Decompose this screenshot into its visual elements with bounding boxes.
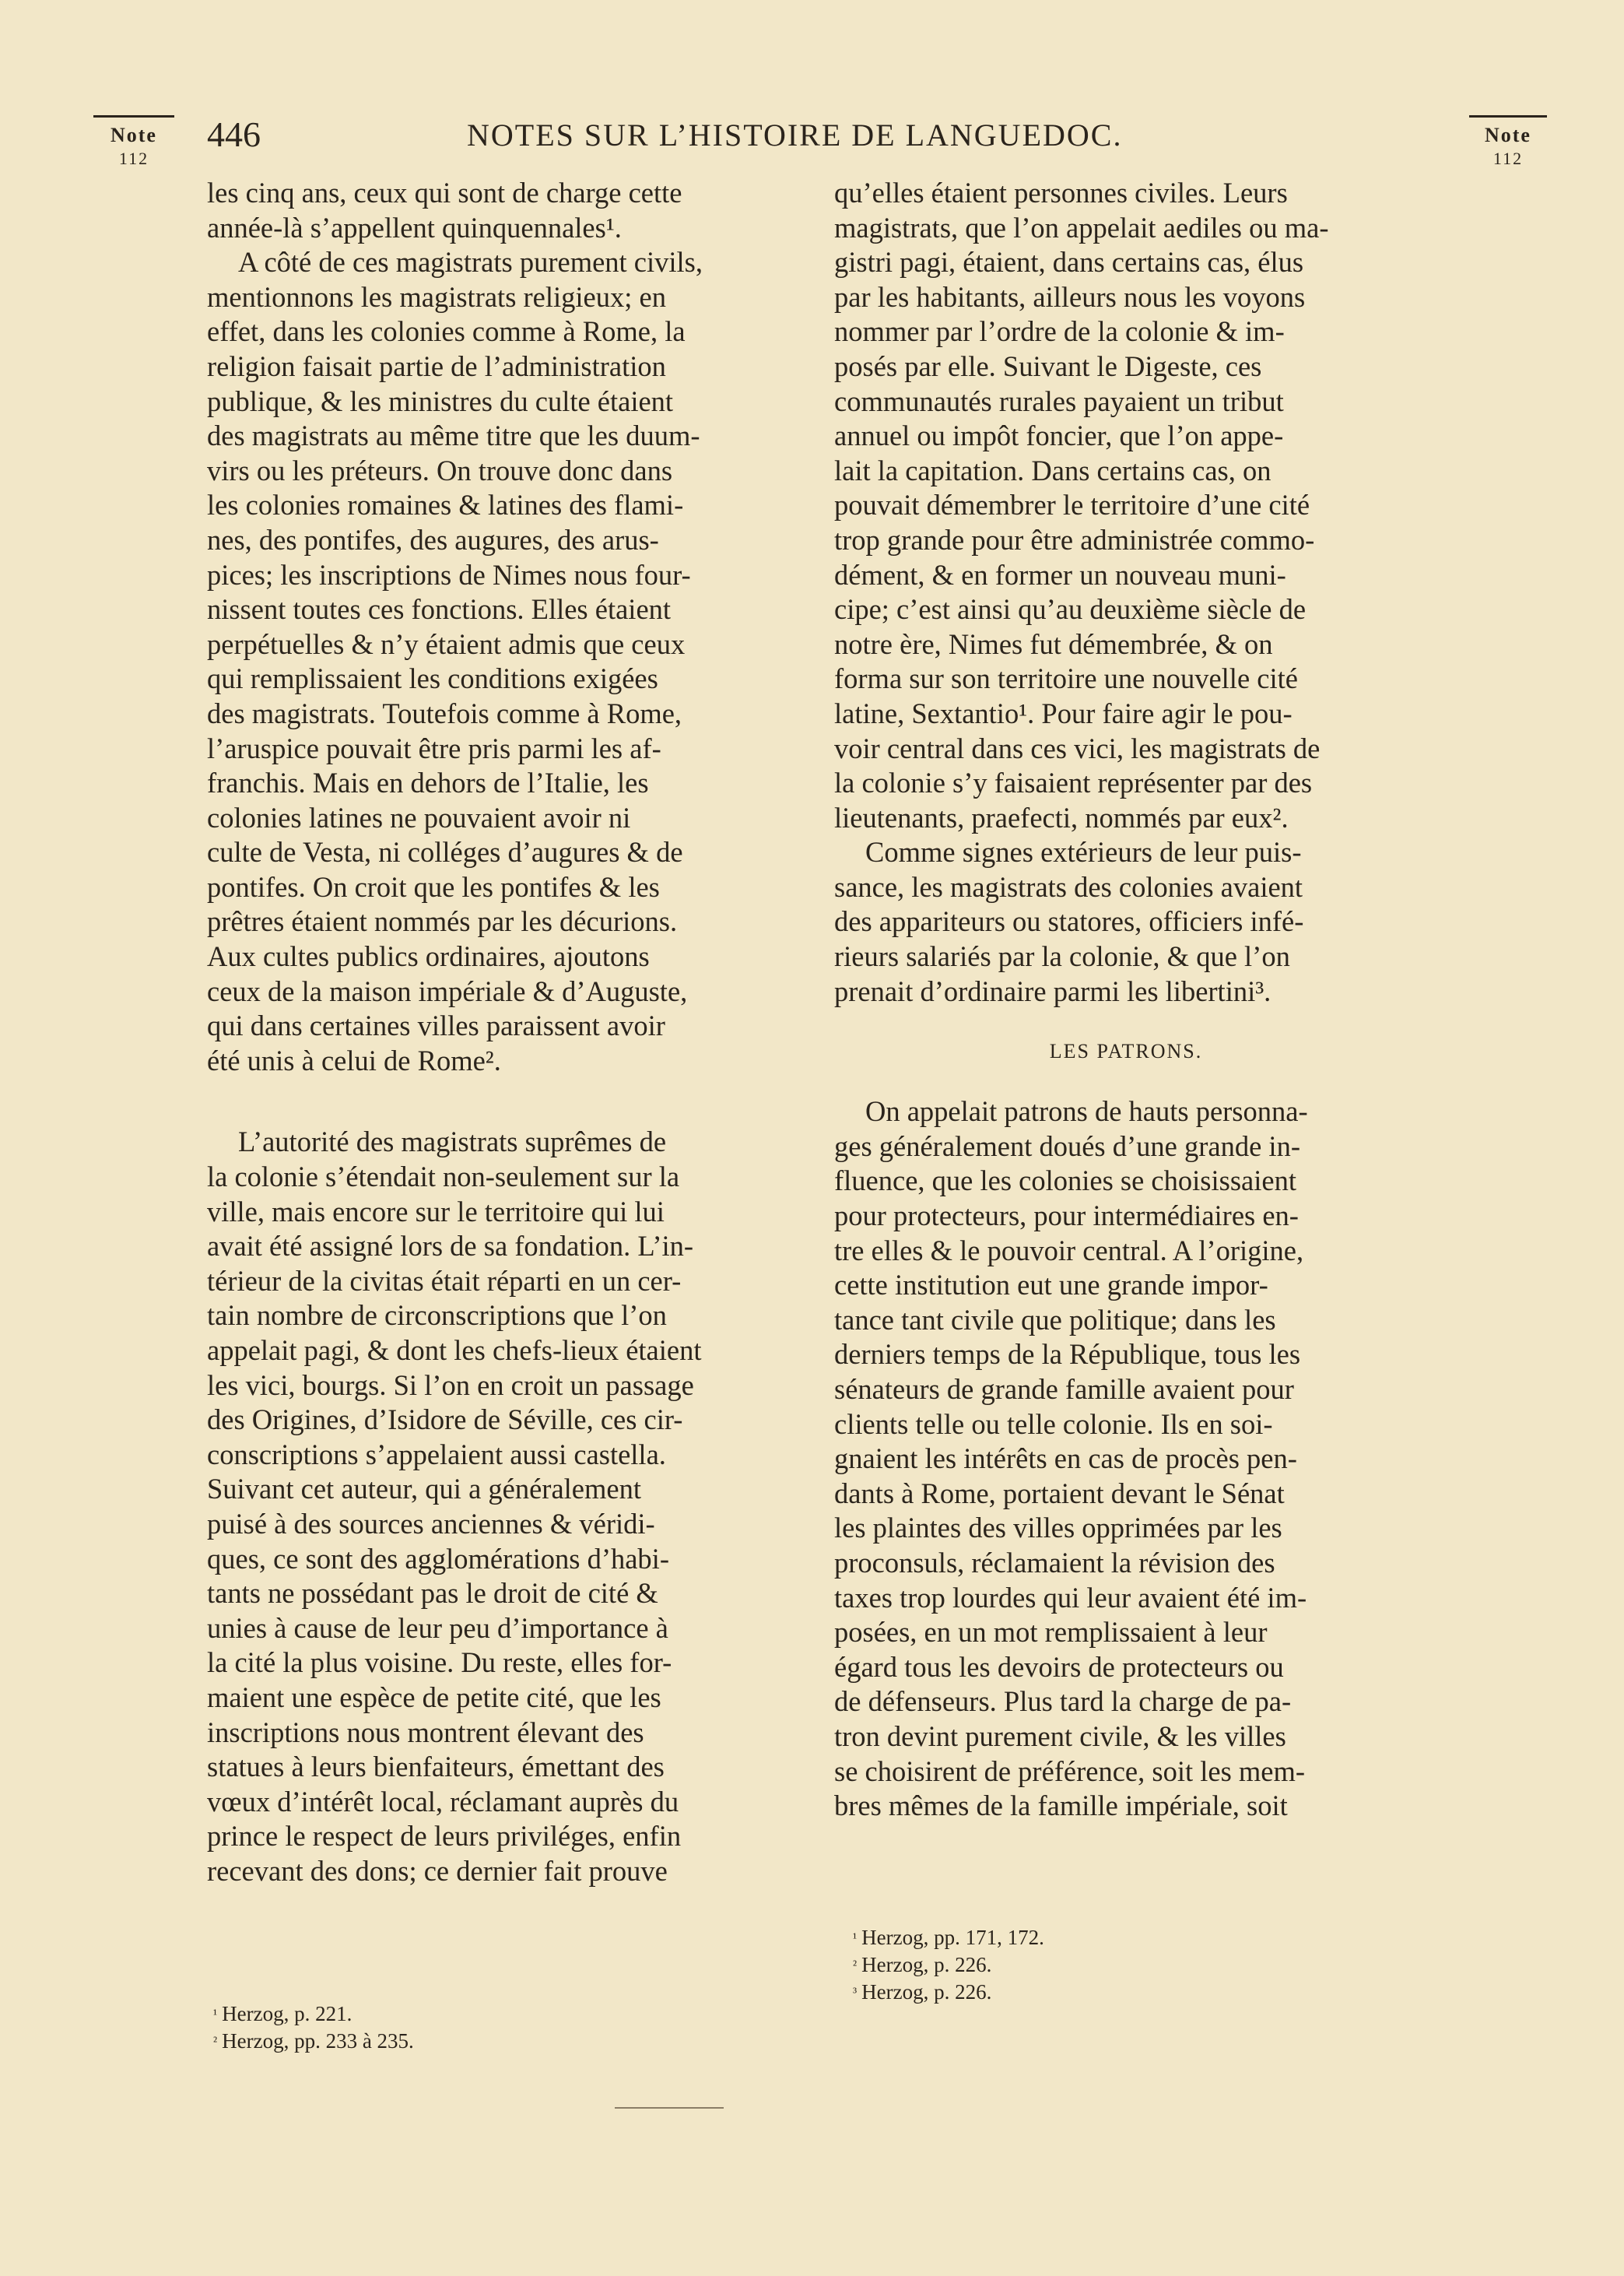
text-line: fluence, que les colonies se choisissaient bbox=[834, 1164, 1296, 1197]
footnote-mark: ² bbox=[853, 1958, 858, 1972]
running-head: NOTES SUR L’HISTOIRE DE LANGUEDOC. bbox=[467, 118, 1123, 153]
text-line: nes, des pontifes, des augures, des arus- bbox=[207, 523, 659, 556]
text-line: puisé à des sources anciennes & véridi- bbox=[207, 1507, 655, 1540]
text-line: lait la capitation. Dans certains cas, on bbox=[834, 454, 1271, 486]
text-line: pontifes. On croit que les pontifes & les bbox=[207, 870, 660, 903]
footnotes-left bbox=[213, 2000, 414, 2055]
text-line: les cinq ans, ceux qui sont de charge cette bbox=[207, 177, 682, 209]
margin-note-number: 112 bbox=[1492, 149, 1524, 168]
text-line: lieutenants, praefecti, nommés par eux². bbox=[834, 801, 1289, 834]
text-line: Comme signes extérieurs de leur puis- bbox=[865, 836, 1302, 869]
text-line: virs ou les préteurs. On trouve donc dans bbox=[207, 454, 673, 486]
footnote-text: Herzog, pp. 233 à 235. bbox=[222, 2029, 414, 2053]
text-line: ceux de la maison impériale & d’Auguste, bbox=[207, 975, 688, 1007]
margin-note-right bbox=[1469, 115, 1547, 169]
text-line: prince le respect de leurs priviléges, enfin bbox=[207, 1820, 682, 1853]
text-line: se choisirent de préférence, soit les mem- bbox=[834, 1754, 1306, 1787]
text-line: Suivant cet auteur, qui a généralement bbox=[207, 1473, 641, 1505]
text-line: les colonies romaines & latines des flami- bbox=[207, 489, 684, 522]
text-line: L’autorité des magistrats suprêmes de bbox=[238, 1126, 667, 1158]
text-line: perpétuelles & n’y étaient admis que ceux bbox=[207, 627, 686, 660]
paragraph bbox=[207, 245, 791, 1078]
margin-rule bbox=[1469, 115, 1547, 118]
text-line: gnaient les intérêts en cas de procès pen- bbox=[834, 1442, 1297, 1475]
text-line: posées, en un mot remplissaient à leur bbox=[834, 1616, 1268, 1649]
text-line: clients telle ou telle colonie. Ils en soi- bbox=[834, 1407, 1273, 1440]
text-line: qui dans certaines villes paraissent avoir bbox=[207, 1010, 665, 1042]
text-line: voir central dans ces vici, les magistrats de bbox=[834, 732, 1321, 764]
footnotes-right bbox=[853, 1924, 1044, 2006]
paragraph bbox=[834, 176, 1418, 835]
text-line: l’aruspice pouvait être pris parmi les af- bbox=[207, 732, 661, 764]
text-line: nommer par l’ordre de la colonie & im- bbox=[834, 315, 1285, 348]
text-line: sance, les magistrats des colonies avaient bbox=[834, 870, 1303, 903]
text-line: inscriptions nous montrent élevant des bbox=[207, 1716, 644, 1748]
text-line: des Origines, d’Isidore de Séville, ces cir- bbox=[207, 1403, 683, 1436]
text-line: franchis. Mais en dehors de l’Italie, les bbox=[207, 767, 649, 799]
footnote bbox=[853, 1924, 1044, 1951]
text-line: annuel ou impôt foncier, que l’on appe- bbox=[834, 420, 1284, 452]
text-line: notre ère, Nimes fut démembrée, & on bbox=[834, 627, 1273, 660]
footnote bbox=[853, 1951, 1044, 1979]
text-line: prenait d’ordinaire parmi les libertini³. bbox=[834, 975, 1271, 1007]
text-line: des appariteurs ou statores, officiers infé- bbox=[834, 905, 1304, 938]
text-line: proconsuls, réclamaient la révision des bbox=[834, 1546, 1275, 1579]
text-line: des magistrats au même titre que les duum- bbox=[207, 420, 700, 452]
text-line: qu’elles étaient personnes civiles. Leurs bbox=[834, 177, 1288, 209]
footnote-mark: ² bbox=[213, 2034, 218, 2049]
section-title: LES PATRONS. bbox=[1049, 1040, 1203, 1063]
text-line: latine, Sextantio¹. Pour faire agir le pou- bbox=[834, 697, 1293, 729]
footnote-mark: ³ bbox=[853, 1985, 858, 2000]
paragraph bbox=[834, 835, 1418, 1009]
text-line: rieurs salariés par la colonie, & que l’on bbox=[834, 940, 1290, 973]
text-line: la colonie s’y faisaient représenter par des bbox=[834, 767, 1313, 799]
text-line: tron devint purement civile, & les villes bbox=[834, 1719, 1286, 1752]
footnote-mark: ¹ bbox=[213, 2007, 218, 2021]
footnote bbox=[213, 2028, 414, 2055]
text-line: trop grande pour être administrée commo- bbox=[834, 523, 1315, 556]
margin-note-left bbox=[93, 115, 174, 169]
text-line: tain nombre de circonscriptions que l’on bbox=[207, 1299, 667, 1332]
text-line: statues à leurs bienfaiteurs, émettant des bbox=[207, 1751, 665, 1783]
text-line: cette institution eut une grande impor- bbox=[834, 1269, 1268, 1301]
text-line: tance tant civile que politique; dans les bbox=[834, 1303, 1276, 1336]
paragraph bbox=[207, 1125, 791, 1888]
text-line: religion faisait partie de l’administration bbox=[207, 349, 666, 382]
text-line: sénateurs de grande famille avaient pour bbox=[834, 1373, 1294, 1405]
page-number: 446 bbox=[207, 114, 261, 154]
text-line: pouvait démembrer le territoire d’une cité bbox=[834, 489, 1310, 522]
text-line: égard tous les devoirs de protecteurs ou bbox=[834, 1650, 1284, 1683]
footnote-text: Herzog, p. 226. bbox=[861, 1980, 992, 2004]
text-line: ville, mais encore sur le territoire qui lui bbox=[207, 1195, 665, 1228]
text-line: année-là s’appellent quinquennales¹. bbox=[207, 211, 622, 244]
text-line: communautés rurales payaient un tribut bbox=[834, 385, 1284, 417]
text-line: colonies latines ne pouvaient avoir ni bbox=[207, 801, 631, 834]
text-line: ges généralement doués d’une grande in- bbox=[834, 1129, 1300, 1162]
text-line: térieur de la civitas était réparti en un cer- bbox=[207, 1264, 682, 1297]
text-line: les plaintes des villes opprimées par les bbox=[834, 1512, 1282, 1544]
text-line: été unis à celui de Rome². bbox=[207, 1044, 501, 1077]
footnote-text: Herzog, pp. 171, 172. bbox=[861, 1926, 1044, 1949]
bottom-rule bbox=[615, 2107, 724, 2109]
footnote bbox=[853, 1979, 1044, 2006]
paragraph bbox=[207, 176, 791, 245]
text-line: A côté de ces magistrats purement civils, bbox=[238, 246, 703, 279]
footnote bbox=[213, 2000, 414, 2028]
text-line: culte de Vesta, ni colléges d’augures & de bbox=[207, 836, 683, 869]
text-line: tants ne possédant pas le droit de cité & bbox=[207, 1577, 658, 1610]
text-line: qui remplissaient les conditions exigées bbox=[207, 662, 658, 695]
text-line: la cité la plus voisine. Du reste, elles for- bbox=[207, 1646, 672, 1679]
footnote-mark: ¹ bbox=[853, 1930, 858, 1945]
text-line: appelait pagi, & dont les chefs-lieux étaient bbox=[207, 1334, 702, 1366]
text-line: les vici, bourgs. Si l’on en croit un passage bbox=[207, 1368, 694, 1401]
text-line: conscriptions s’appelaient aussi castella. bbox=[207, 1438, 666, 1470]
text-line: pices; les inscriptions de Nimes nous four- bbox=[207, 558, 691, 591]
text-line: On appelait patrons de hauts personna- bbox=[865, 1095, 1308, 1128]
text-line: recevant des dons; ce dernier fait prouve bbox=[207, 1854, 668, 1887]
text-line: effet, dans les colonies comme à Rome, la bbox=[207, 315, 686, 348]
margin-rule bbox=[93, 115, 174, 118]
footnote-text: Herzog, p. 221. bbox=[222, 2002, 353, 2025]
text-line: maient une espèce de petite cité, que les bbox=[207, 1681, 661, 1713]
text-line: la colonie s’étendait non-seulement sur la bbox=[207, 1161, 680, 1193]
text-line: pour protecteurs, pour intermédiaires en- bbox=[834, 1199, 1299, 1232]
text-line: prêtres étaient nommés par les décurions. bbox=[207, 905, 678, 938]
text-line: vœux d’intérêt local, réclamant auprès du bbox=[207, 1785, 679, 1818]
text-line: ques, ce sont des agglomérations d’habi- bbox=[207, 1542, 669, 1575]
margin-note-label: Note bbox=[1485, 124, 1531, 146]
text-line: bres mêmes de la famille impériale, soit bbox=[834, 1790, 1288, 1822]
text-line: de défenseurs. Plus tard la charge de pa- bbox=[834, 1685, 1292, 1718]
paragraph bbox=[834, 1094, 1418, 1823]
text-line: des magistrats. Toutefois comme à Rome, bbox=[207, 697, 682, 729]
right-column bbox=[834, 176, 1418, 1824]
paragraph-gap bbox=[207, 1078, 791, 1125]
text-line: posés par elle. Suivant le Digeste, ces bbox=[834, 349, 1262, 382]
text-line: magistrats, que l’on appelait aediles ou ma- bbox=[834, 211, 1329, 244]
text-line: par les habitants, ailleurs nous les voyons bbox=[834, 280, 1306, 313]
margin-note-label: Note bbox=[110, 124, 157, 146]
text-line: derniers temps de la République, tous les bbox=[834, 1338, 1301, 1371]
text-line: forma sur son territoire une nouvelle cité bbox=[834, 662, 1298, 695]
text-line: taxes trop lourdes qui leur avaient été im- bbox=[834, 1581, 1307, 1614]
margin-note-number: 112 bbox=[118, 149, 149, 168]
text-line: unies à cause de leur peu d’importance à bbox=[207, 1611, 668, 1644]
text-line: publique, & les ministres du culte étaient bbox=[207, 385, 674, 417]
text-line: dément, & en former un nouveau muni- bbox=[834, 558, 1286, 591]
text-line: mentionnons les magistrats religieux; en bbox=[207, 280, 666, 313]
left-column bbox=[207, 176, 791, 1889]
text-line: cipe; c’est ainsi qu’au deuxième siècle de bbox=[834, 593, 1307, 626]
text-line: tre elles & le pouvoir central. A l’origine, bbox=[834, 1234, 1304, 1266]
text-line: nissent toutes ces fonctions. Elles étaient bbox=[207, 593, 672, 626]
text-line: dants à Rome, portaient devant le Sénat bbox=[834, 1477, 1285, 1509]
text-line: Aux cultes publics ordinaires, ajoutons bbox=[207, 940, 650, 973]
footnote-text: Herzog, p. 226. bbox=[861, 1953, 992, 1976]
text-line: gistri pagi, étaient, dans certains cas, élus bbox=[834, 246, 1304, 279]
text-line: avait été assigné lors de sa fondation. L’in- bbox=[207, 1230, 694, 1263]
